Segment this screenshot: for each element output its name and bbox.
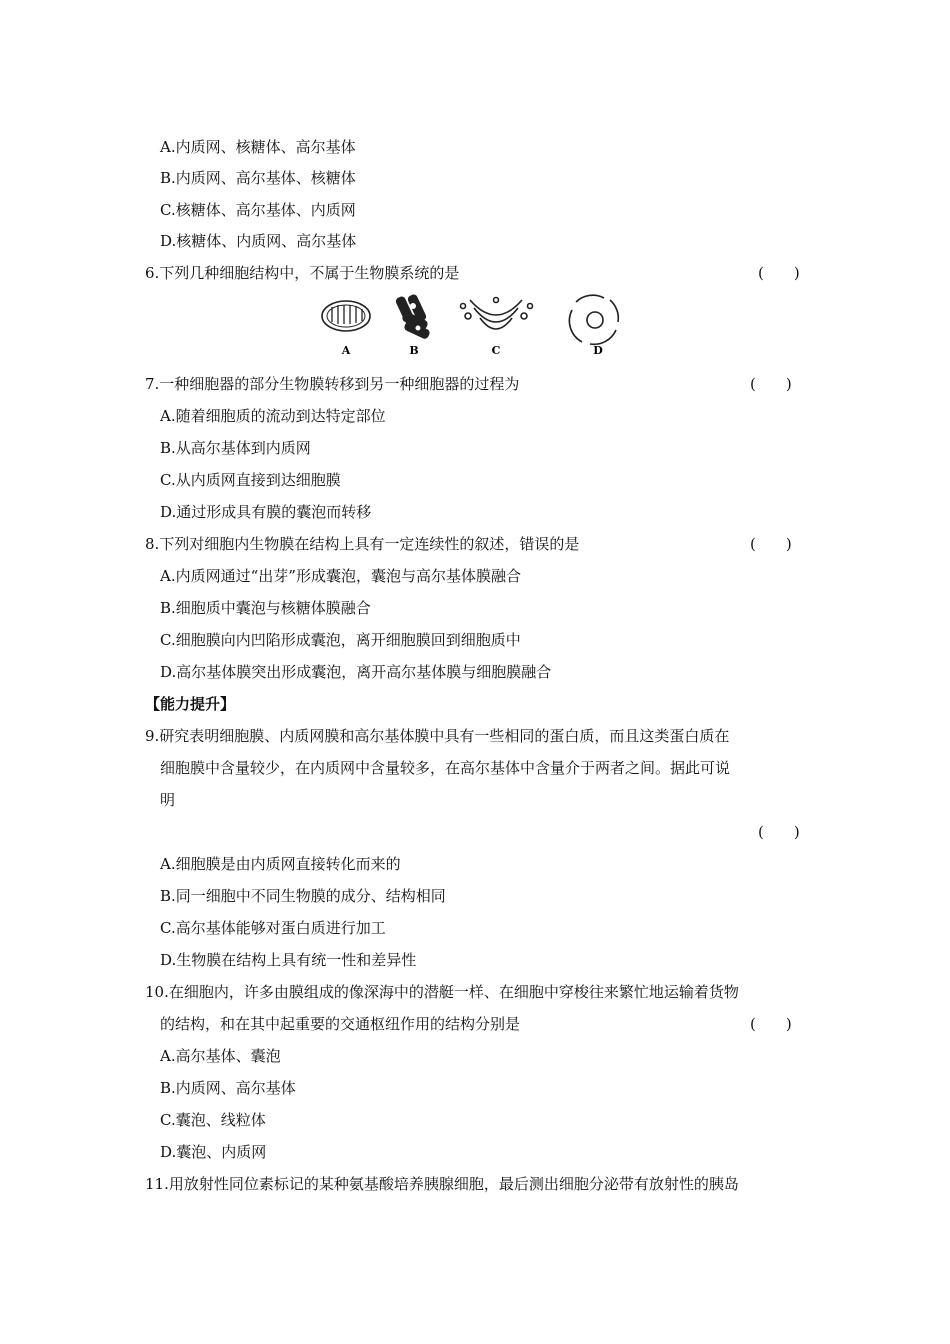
q5-option-d: D.核糖体、内质网、高尔基体 [160, 232, 357, 250]
q8-option-c: C.细胞膜向内凹陷形成囊泡，离开细胞膜回到细胞质中 [160, 631, 521, 649]
q9-stem-line-1: 9.研究表明细胞膜、内质网膜和高尔基体膜中具有一些相同的蛋白质，而且这类蛋白质在 [145, 727, 730, 745]
q10-option-c: C.囊泡、线粒体 [160, 1111, 266, 1129]
q9-option-c: C.高尔基体能够对蛋白质进行加工 [160, 919, 386, 937]
section-title: 【能力提升】 [145, 695, 236, 713]
q9-stem-line-2: 细胞膜中含量较少，在内质网中含量较多，在高尔基体中含量介于两者之间。据此可说 [160, 759, 731, 777]
q8-option-d: D.高尔基体膜突出形成囊泡，离开高尔基体膜与细胞膜融合 [160, 663, 552, 681]
q7-option-b: B.从高尔基体到内质网 [160, 439, 311, 457]
q10-answer-bracket: ( ) [750, 1015, 792, 1033]
centriole-drawing [395, 293, 431, 340]
q10-stem-line-1: 10.在细胞内，许多由膜组成的像深海中的潜艇一样、在细胞中穿梭往来繁忙地运输着货物 [145, 983, 739, 1001]
q7-answer-bracket: ( ) [750, 375, 792, 393]
q6-organelle-figure [318, 292, 638, 362]
q7-option-a: A.随着细胞质的流动到达特定部位 [160, 407, 386, 425]
q9-answer-bracket: ( ) [758, 823, 800, 841]
q6-answer-bracket: ( ) [758, 264, 800, 282]
q10-stem-line-2: 的结构，和在其中起重要的交通枢纽作用的结构分别是 [160, 1015, 521, 1033]
q9-option-d: D.生物膜在结构上具有统一性和差异性 [160, 951, 417, 969]
q6-stem: 6.下列几种细胞结构中，不属于生物膜系统的是 [145, 264, 460, 282]
q8-option-a: A.内质网通过“出芽”形成囊泡，囊泡与高尔基体膜融合 [160, 567, 521, 585]
q5-option-b: B.内质网、高尔基体、核糖体 [160, 169, 356, 187]
q7-stem: 7.一种细胞器的部分生物膜转移到另一种细胞器的过程为 [145, 375, 520, 393]
figure-label-b: B [409, 344, 419, 357]
golgi-drawing [461, 298, 533, 330]
q9-option-a: A.细胞膜是由内质网直接转化而来的 [160, 855, 401, 873]
mitochondrion-drawing [322, 301, 370, 331]
nucleus-drawing [569, 295, 618, 344]
figure-label-a: A [341, 344, 351, 357]
q9-option-b: B.同一细胞中不同生物膜的成分、结构相同 [160, 887, 446, 905]
q5-option-c: C.核糖体、高尔基体、内质网 [160, 201, 356, 219]
q8-stem: 8.下列对细胞内生物膜在结构上具有一定连续性的叙述，错误的是 [145, 535, 580, 553]
figure-label-d: D [593, 344, 603, 357]
figure-label-c: C [491, 344, 501, 357]
q10-option-a: A.高尔基体、囊泡 [160, 1047, 281, 1065]
q5-option-a: A.内质网、核糖体、高尔基体 [160, 138, 356, 156]
q10-option-b: B.内质网、高尔基体 [160, 1079, 296, 1097]
q7-option-c: C.从内质网直接到达细胞膜 [160, 471, 341, 489]
q9-stem-line-3: 明 [160, 791, 176, 809]
q7-option-d: D.通过形成具有膜的囊泡而转移 [160, 503, 372, 521]
q8-answer-bracket: ( ) [750, 535, 792, 553]
q8-option-b: B.细胞质中囊泡与核糖体膜融合 [160, 599, 371, 617]
q11-stem-line-1: 11.用放射性同位素标记的某种氨基酸培养胰腺细胞，最后测出细胞分泌带有放射性的胰岛 [145, 1175, 739, 1193]
q10-option-d: D.囊泡、内质网 [160, 1143, 267, 1161]
